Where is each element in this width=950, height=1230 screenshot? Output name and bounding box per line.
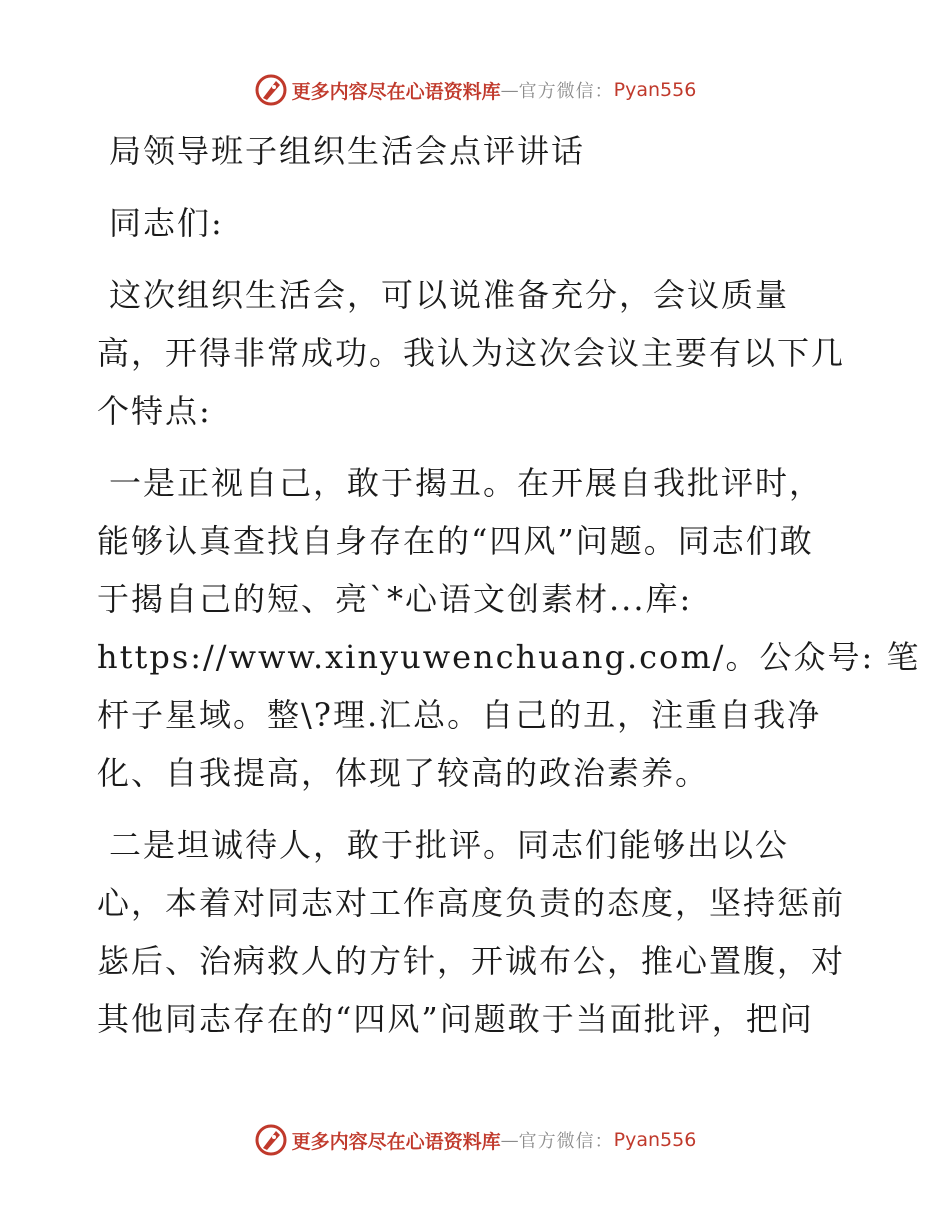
paragraph-line: 其他同志存在的“四风”问题敢于当面批评，把问 [97,1000,814,1038]
paragraph-line: 一是正视自己，敢于揭丑。在开展自我批评时， [109,464,824,502]
banner-sub-text: 官方微信： [518,1131,614,1152]
paragraph-line: 杆子星域。整\?理.汇总。自己的丑，注重自我净 [97,696,822,734]
salutation: 同志们: [109,204,224,242]
pen-nib-logo-icon [254,73,288,107]
banner-separator: — [500,1129,519,1151]
banner-main-text: 更多内容尽在心语资料库 [291,1130,501,1153]
paragraph-line: 心，本着对同志对工作高度负责的态度，坚持惩前 [97,884,846,922]
paragraph-line: 毖后、治病救人的方针，开诚布公，推心置腹，对 [97,942,846,980]
paragraph-line-url: https://www.xinyuwenchuang.com/。公众号: 笔 [97,638,921,676]
banner-sub-text: 官方微信： [518,81,614,102]
footer-banner [0,1120,950,1160]
paragraph-2 [97,454,921,802]
banner-wechat-id: Pyan556 [613,1129,697,1151]
paragraph-line: 能够认真查找自身存在的“四风”问题。同志们敢 [97,522,814,560]
paragraph-1 [97,266,867,440]
banner-separator: — [500,79,519,101]
paragraph-line: 于揭自己的短、亮`*心语文创素材...库: [97,580,693,618]
paragraph-3 [97,816,867,1048]
banner-main-text: 更多内容尽在心语资料库 [291,80,501,103]
paragraph-line: 化、自我提高，体现了较高的政治素养。 [97,754,710,792]
paragraph-line: 二是坦诚待人，敢于批评。同志们能够出以公 [109,826,790,864]
paragraph-line: 这次组织生活会，可以说准备充分，会议质量 [109,276,790,314]
paragraph-line: 个特点: [97,392,212,430]
document-body [97,122,921,1048]
pen-nib-logo-icon [254,1123,288,1157]
header-banner [0,70,950,110]
paragraph-line: 高，开得非常成功。我认为这次会议主要有以下几 [97,334,846,372]
document-title: 局领导班子组织生活会点评讲话 [109,132,586,170]
banner-wechat-id: Pyan556 [613,79,697,101]
